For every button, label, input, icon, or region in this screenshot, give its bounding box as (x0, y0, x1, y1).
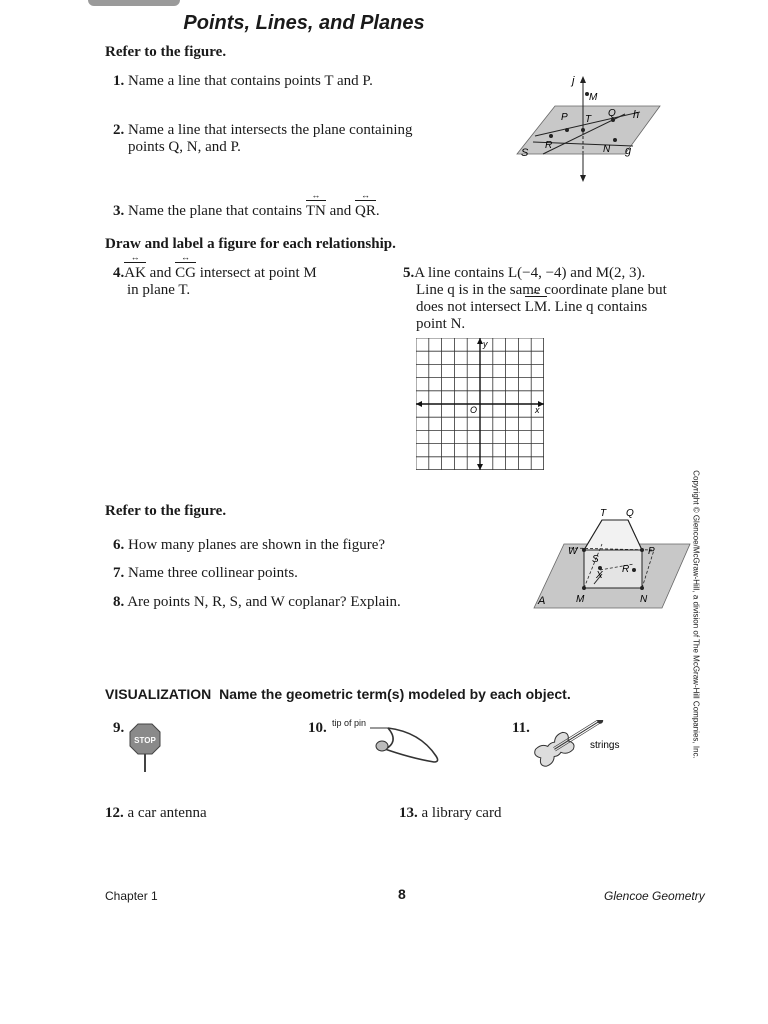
stop-sign-text: STOP (134, 736, 156, 745)
svg-text:S: S (592, 554, 599, 565)
stop-sign-image (128, 722, 162, 774)
svg-text:M: M (576, 594, 585, 605)
svg-text:j: j (572, 75, 575, 87)
y-axis-label: y (483, 339, 488, 349)
point-t (581, 128, 585, 132)
figure-plane-prism (530, 504, 694, 612)
question-2: 2. Name a line that intersects the plane containing points Q, N, and P. (113, 122, 413, 155)
point-m2 (582, 586, 586, 590)
svg-text:R: R (622, 564, 630, 575)
point-w (582, 548, 586, 552)
svg-text:M: M (589, 92, 598, 103)
line-notation-cg: CG ↔ (175, 265, 196, 282)
svg-text:T: T (585, 114, 592, 125)
question-1: 1. Name a line that contains points T and P. (113, 73, 373, 89)
svg-text:N: N (603, 144, 611, 155)
point-r2 (632, 568, 636, 572)
page-number: 8 (398, 886, 406, 902)
line-notation-qr: QR ↔ (355, 203, 376, 220)
section-heading-3: Refer to the figure. (105, 503, 227, 519)
svg-text:h: h (633, 109, 640, 121)
question-7: 7. Name three collinear points. (113, 565, 298, 581)
svg-text:N: N (640, 594, 648, 605)
svg-text:R: R (545, 140, 553, 151)
copyright-notice: Copyright © Glencoe/McGraw-Hill, a division of The McGraw-Hill Companies, Inc. (691, 470, 701, 759)
point-r (549, 134, 553, 138)
point-n (613, 138, 617, 142)
question-4: 4.AK ↔ and CG ↔ intersect at point M in plane T. (113, 265, 317, 299)
pin-caption: tip of pin (332, 718, 367, 728)
svg-text:Q: Q (626, 508, 634, 519)
footer-chapter: Chapter 1 (105, 889, 158, 903)
visualization-heading: VISUALIZATION Name the geometric term(s) modeled by each object. (105, 686, 571, 702)
figure-plane-lines (505, 74, 685, 186)
footer-book: Glencoe Geometry (604, 889, 705, 903)
question-6: 6. How many planes are shown in the figure? (113, 537, 386, 553)
x-axis-label: x (535, 405, 540, 415)
question-13: 13. a library card (399, 805, 502, 821)
question-3: 3. Name the plane that contains TN ↔ and QR ↔. (113, 203, 380, 220)
question-9: 9. (113, 720, 125, 736)
svg-text:T: T (600, 508, 607, 519)
section-heading-1: Refer to the figure. (105, 44, 227, 60)
question-10: 10. (308, 720, 327, 736)
strings-caption: strings (590, 740, 620, 751)
svg-text:g: g (625, 145, 632, 157)
point-p2 (640, 548, 644, 552)
safety-pin-image (370, 722, 442, 764)
violin-image (532, 720, 624, 772)
point-n2 (640, 586, 644, 590)
svg-text:P: P (561, 112, 568, 123)
question-11: 11. (512, 720, 530, 736)
svg-text:X: X (596, 570, 603, 581)
question-8: 8. Are points N, R, S, and W coplanar? Explain. (113, 594, 401, 610)
line-notation-ak: AK ↔ (124, 265, 146, 282)
svg-text:Q: Q (608, 108, 616, 119)
question-12: 12. a car antenna (105, 805, 207, 821)
svg-text:W: W (568, 546, 578, 557)
section-heading-2: Draw and label a figure for each relationship. (105, 236, 396, 252)
question-5: 5.A line contains L(−4, −4) and M(2, 3). Line q is in the same coordinate plane but does not intersect LM ↔. Line q contains point N. (403, 265, 667, 333)
point-p (565, 128, 569, 132)
svg-text:S: S (521, 147, 529, 159)
header-tab (88, 0, 180, 6)
page-title: Points, Lines, and Planes (183, 12, 425, 34)
svg-text:A: A (538, 595, 546, 607)
line-notation-tn: TN ↔ (306, 203, 326, 220)
line-notation-lm: LM ↔ (525, 299, 548, 316)
svg-text:P: P (648, 546, 655, 557)
origin-label: O (470, 405, 478, 415)
coordinate-grid (416, 338, 544, 470)
